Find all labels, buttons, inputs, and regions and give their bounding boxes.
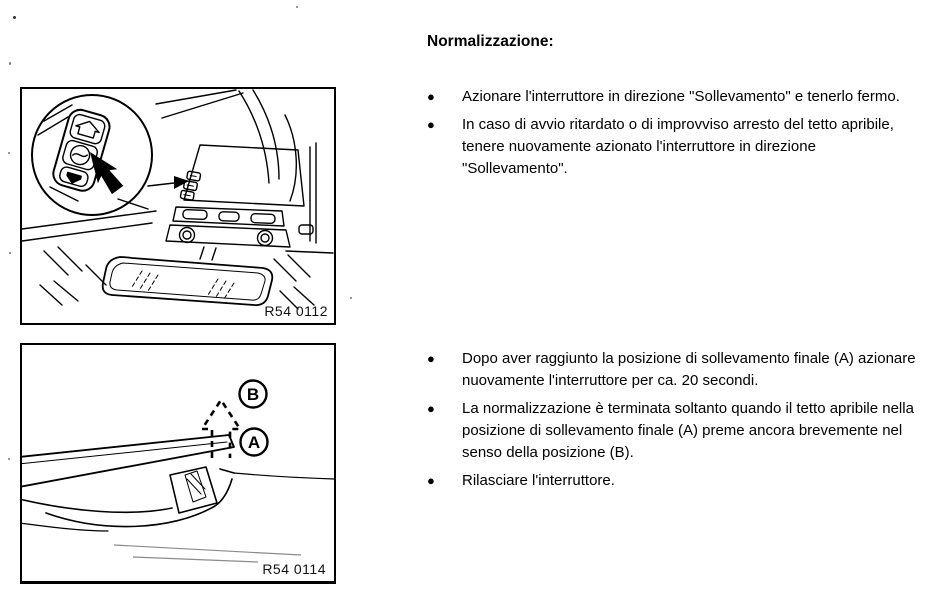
sunroof-positions-illustration bbox=[22, 345, 334, 581]
list-item bbox=[427, 348, 919, 392]
scan-speck bbox=[9, 252, 11, 254]
scan-speck bbox=[350, 297, 352, 299]
figure-sunroof-switch bbox=[20, 87, 336, 325]
figure-caption: R54 0114 bbox=[262, 561, 326, 577]
figure-sunroof-positions bbox=[20, 343, 336, 584]
bullet-text: In caso di avvio ritardato o di improvviso arresto del tetto apribile, tenere nuovamente azionato l'interruttore in direzione "Sollevamento". bbox=[462, 116, 894, 177]
bullet-text: Rilasciare l'interruttore. bbox=[462, 472, 615, 489]
bullet-group-normalization-start bbox=[427, 86, 919, 186]
bullet-text: La normalizzazione è terminata soltanto quando il tetto apribile nella posizione di sollevamento finale (A) preme ancora brevemente nel senso della posizione (B). bbox=[462, 400, 914, 461]
scan-speck bbox=[296, 6, 298, 8]
scan-speck bbox=[8, 458, 10, 460]
bullet-group-normalization-finish bbox=[427, 348, 919, 498]
scan-speck bbox=[9, 62, 11, 65]
list-item bbox=[427, 114, 919, 180]
sunroof-switch-illustration bbox=[22, 89, 334, 323]
section-title: Normalizzazione: bbox=[427, 33, 554, 50]
position-label-a: A bbox=[247, 433, 261, 452]
bullet-icon: ● bbox=[427, 117, 435, 132]
bullet-icon: ● bbox=[427, 351, 435, 366]
bullet-icon: ● bbox=[427, 401, 435, 416]
bullet-icon: ● bbox=[427, 473, 435, 488]
bullet-icon: ● bbox=[427, 89, 435, 104]
position-label-b: B bbox=[246, 385, 260, 404]
list-item bbox=[427, 86, 919, 108]
scan-speck bbox=[13, 16, 16, 19]
bullet-text: Azionare l'interruttore in direzione "Sollevamento" e tenerlo fermo. bbox=[462, 88, 900, 105]
scan-speck bbox=[8, 152, 10, 154]
figure-caption: R54 0112 bbox=[264, 303, 328, 319]
bullet-text: Dopo aver raggiunto la posizione di sollevamento finale (A) azionare nuovamente l'interruttore per ca. 20 secondi. bbox=[462, 350, 916, 389]
list-item bbox=[427, 470, 919, 492]
list-item bbox=[427, 398, 919, 464]
